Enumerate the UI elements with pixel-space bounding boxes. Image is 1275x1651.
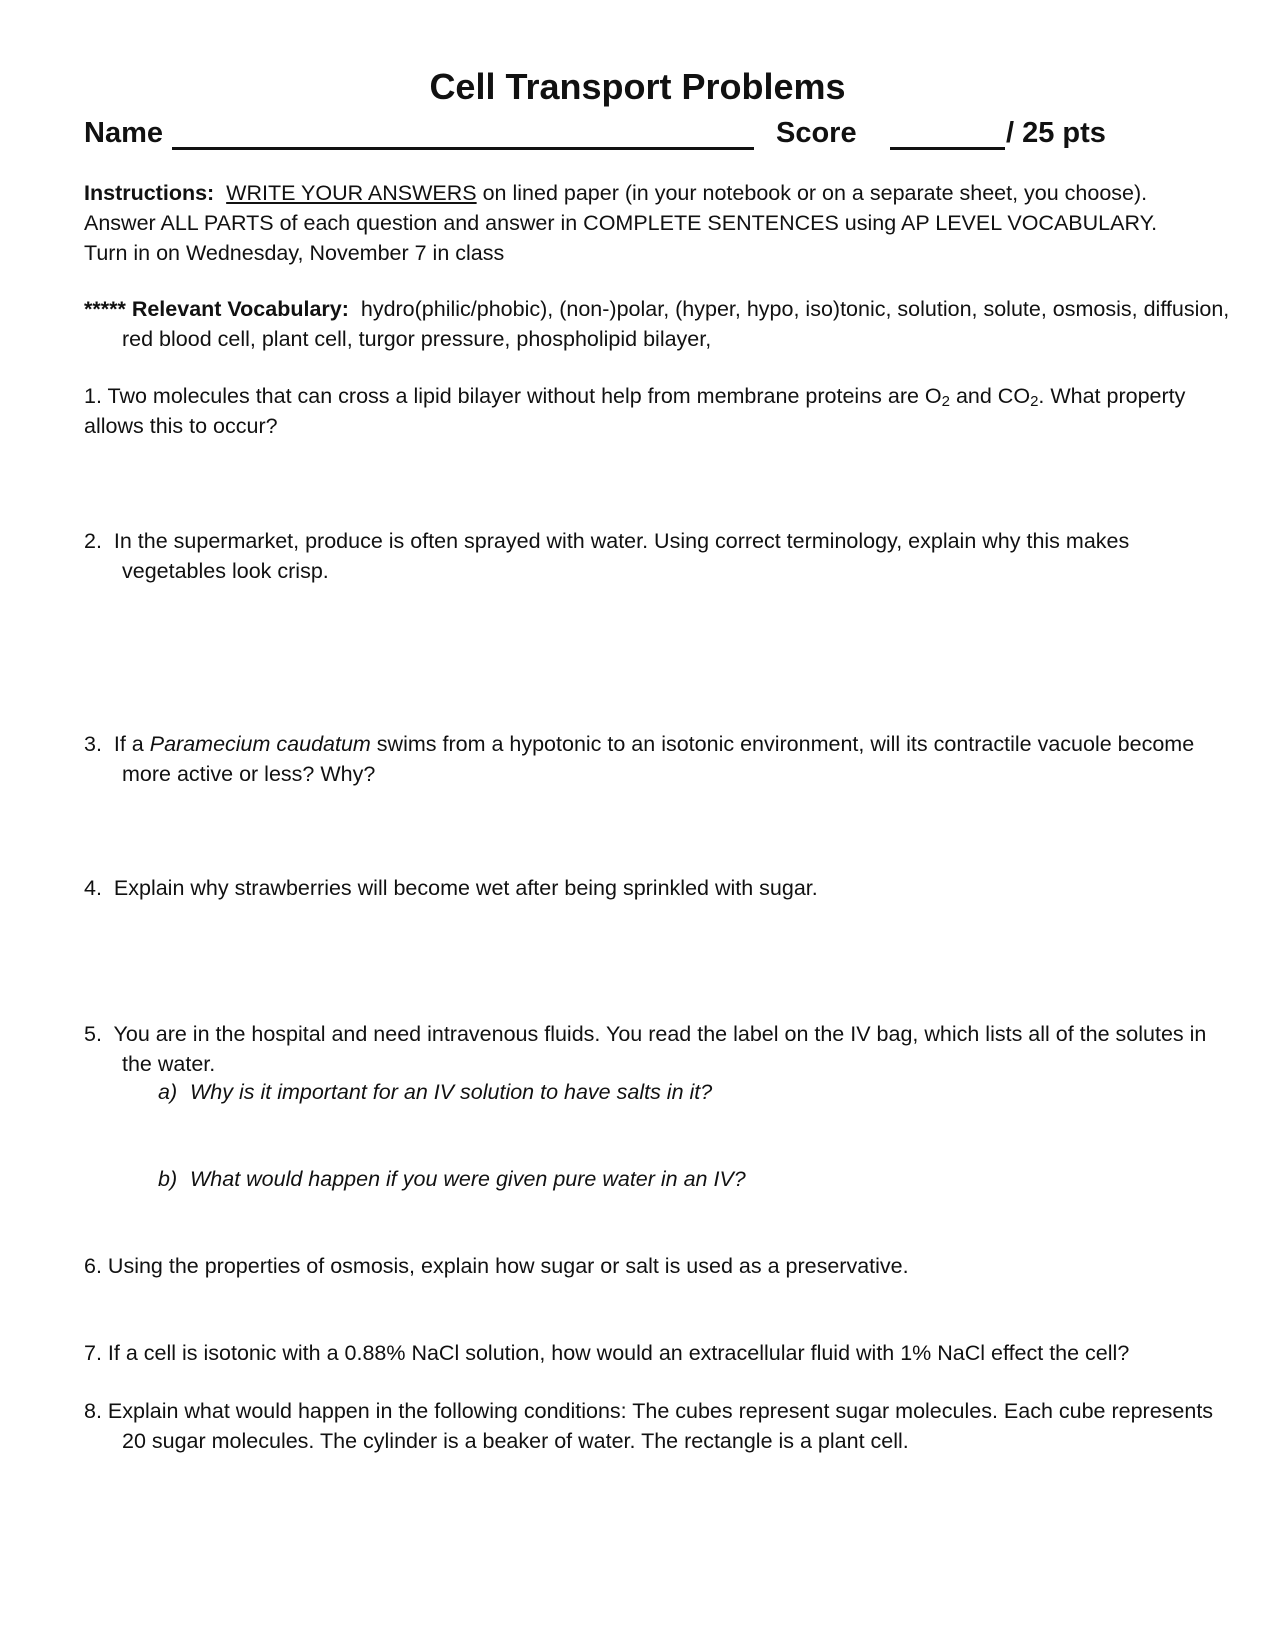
name-score-header xyxy=(84,117,1194,157)
question-text: swims from a hypotonic to an isotonic environment, will its contractile vacuole become more active or less? Why? xyxy=(122,732,1195,786)
question-number: 1. xyxy=(84,384,102,408)
question-5-part-a xyxy=(158,1077,1188,1107)
part-text: What would happen if you were given pure water in an IV? xyxy=(190,1167,746,1191)
question-text: If a cell is isotonic with a 0.88% NaCl solution, how would an extracellular fluid with 1% NaCl effect the cell? xyxy=(107,1341,1130,1365)
question-number: 6. xyxy=(84,1254,102,1278)
subscript: 2 xyxy=(1030,393,1039,410)
question-text: and CO xyxy=(949,384,1031,408)
score-blank-line xyxy=(890,147,1005,150)
instructions-emphasis: WRITE YOUR ANSWERS xyxy=(226,181,477,205)
instructions xyxy=(84,178,1194,268)
question-number: 7. xyxy=(84,1341,102,1365)
question-text: In the supermarket, produce is often sprayed with water. Using correct terminology, explain why this makes vegetables look crisp. xyxy=(113,529,1130,583)
question-1 xyxy=(84,381,1194,441)
instructions-text: on lined paper (in your notebook or on a separate sheet, you choose). Answer ALL PARTS of each question and answer in COMPLETE SENTENCES using AP LEVEL VOCABULARY. Turn in on Wednesday, November 7 in class xyxy=(84,181,1158,265)
question-number: 4. xyxy=(84,876,102,900)
question-number: 5. xyxy=(84,1022,102,1046)
vocabulary-label: Relevant Vocabulary: xyxy=(131,297,349,321)
subscript: 2 xyxy=(941,393,950,410)
page-title: Cell Transport Problems xyxy=(429,66,846,107)
question-number: 2. xyxy=(84,529,102,553)
question-text: If a xyxy=(113,732,150,756)
instructions-label: Instructions: xyxy=(84,181,215,205)
name-label: Name xyxy=(84,117,163,149)
score-total: / 25 pts xyxy=(1006,117,1106,149)
question-5-part-b xyxy=(158,1164,1188,1194)
part-marker: a) xyxy=(158,1080,178,1104)
question-text: . What property allows this to occur? xyxy=(84,384,1186,438)
part-marker: b) xyxy=(158,1167,178,1191)
vocabulary-text: hydro(philic/phobic), (non-)polar, (hyper, hypo, iso)tonic, solution, solute, osmosis, diffusion, red blood cell, plant cell, turgor pressure, phospholipid bilayer, xyxy=(122,297,1230,351)
question-8 xyxy=(84,1396,1232,1456)
question-6 xyxy=(84,1251,1194,1281)
name-blank-line xyxy=(172,147,754,150)
question-7 xyxy=(84,1338,1194,1368)
question-number: 3. xyxy=(84,732,102,756)
question-text: Explain what would happen in the following conditions: The cubes represent sugar molecules. Each cube represents 20 sugar molecules. The cylinder is a beaker of water. The rectangle is a plant cell. xyxy=(107,1399,1214,1453)
part-text: Why is it important for an IV solution to have salts in it? xyxy=(190,1080,713,1104)
question-text: Explain why strawberries will become wet after being sprinkled with sugar. xyxy=(113,876,818,900)
question-4 xyxy=(84,873,1232,903)
vocabulary-stars: ***** xyxy=(84,297,126,321)
question-text: You are in the hospital and need intravenous fluids. You read the label on the IV bag, which lists all of the solutes in the water. xyxy=(113,1022,1207,1076)
species-name: Paramecium caudatum xyxy=(149,732,371,756)
vocabulary xyxy=(84,294,1232,354)
question-5 xyxy=(84,1019,1232,1079)
question-text: Using the properties of osmosis, explain how sugar or salt is used as a preservative. xyxy=(107,1254,909,1278)
question-2 xyxy=(84,526,1232,586)
score-label: Score xyxy=(776,117,857,149)
question-3 xyxy=(84,729,1232,789)
question-number: 8. xyxy=(84,1399,102,1423)
question-text: Two molecules that can cross a lipid bilayer without help from membrane proteins are O xyxy=(107,384,942,408)
